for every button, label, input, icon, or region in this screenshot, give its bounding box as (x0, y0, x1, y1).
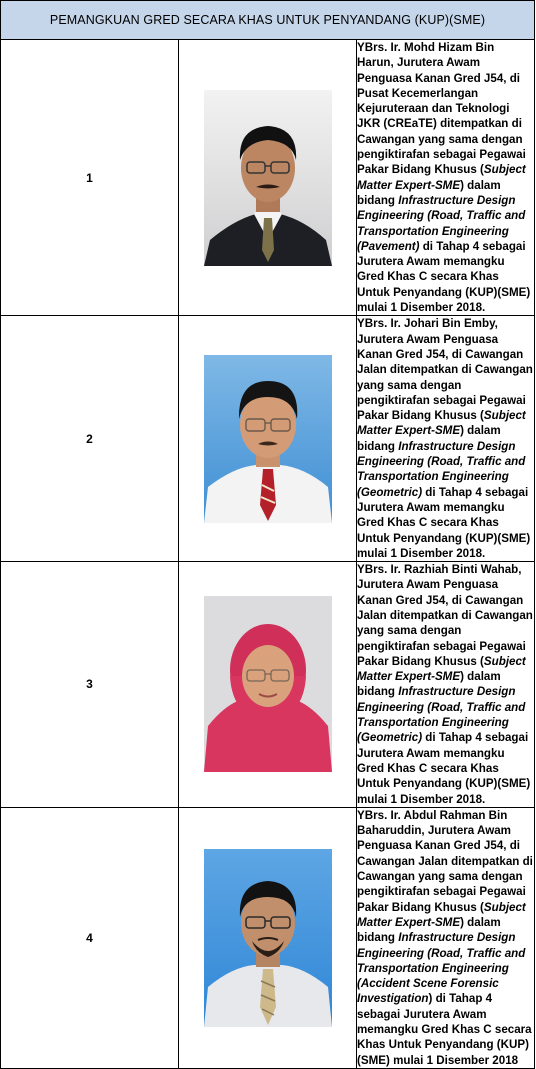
table-row (1, 316, 535, 562)
row-number: 2 (1, 316, 179, 562)
desc-text: YBrs. Ir. Johari Bin Emby, Jurutera Awam Penguasa Kanan Gred J54, di Cawangan Jalan ditempatkan di Cawangan yang sama dengan pengiktirafan sebagai Pegawai Pakar Bidang Khusus ( (357, 317, 533, 423)
portrait-woman-image (204, 596, 332, 772)
desc-text: YBrs. Ir. Abdul Rahman Bin Baharuddin, Jurutera Awam Penguasa Kanan Gred J54, di Cawangan Jalan ditempatkan di Cawangan yang sama dengan pengiktirafan sebagai Pegawai Pakar Bidang Khusus ( (357, 808, 533, 914)
desc-italic: Infrastructure Design Engineering (Road, Traffic and Transportation Engineering (Geometric) (357, 439, 526, 499)
officer-description (357, 562, 535, 808)
portrait-photo (179, 807, 357, 1068)
desc-text: ) di Tahap 4 sebagai Jurutera Awam memangku Gred Khas C secara Khas Untuk Penyandang (KUP)(SME) mulai 1 Disember 2018 (357, 992, 532, 1067)
desc-text: ) dalam bidang (357, 178, 501, 207)
desc-italic: Infrastructure Design Engineering (Road, Traffic and Transportation Engineering (Accident Scene Forensic Investigation (357, 931, 526, 1006)
header-row (1, 1, 535, 40)
row-number: 1 (1, 40, 179, 316)
portrait-man-2-image (204, 355, 332, 523)
desc-text: di Tahap 4 sebagai Jurutera Awam memangku Gred Khas C secara Khas Untuk Penyandang (KUP)(SME) mulai 1 Disember 2018. (357, 239, 531, 315)
desc-italic: Subject Matter Expert-SME (357, 409, 526, 438)
officer-description (357, 807, 535, 1068)
desc-italic: Infrastructure Design Engineering (Road, Traffic and Transportation Engineering (Geometric) (357, 685, 526, 745)
desc-text: di Tahap 4 sebagai Jurutera Awam memangku Gred Khas C secara Khas Untuk Penyandang (KUP)(SME) mulai 1 Disember 2018. (357, 731, 531, 806)
desc-italic: Subject Matter Expert-SME (357, 654, 526, 684)
row-number: 4 (1, 807, 179, 1068)
desc-italic: Subject Matter Expert-SME (357, 163, 526, 192)
table-row (1, 807, 535, 1068)
desc-text: di Tahap 4 sebagai Jurutera Awam memangku Gred Khas C secara Khas Untuk Penyandang (KUP)(SME) mulai 1 Disember 2018. (357, 485, 531, 560)
desc-italic: Infrastructure Design Engineering (Road, Traffic and Transportation Engineering (Pavement) (357, 193, 526, 253)
portrait-photo (179, 562, 357, 808)
officer-description (357, 316, 535, 562)
row-number: 3 (1, 562, 179, 808)
portrait-photo (179, 40, 357, 316)
portrait-man-3-image (204, 849, 332, 1027)
desc-text: ) dalam bidang (357, 424, 501, 453)
desc-text: YBrs. Ir. Razhiah Binti Wahab, Jurutera Awam Penguasa Kanan Gred J54, di Cawangan Jalan ditempatkan di Cawangan yang sama dengan pengiktirafan sebagai Pegawai Pakar Bidang Khusus ( (357, 563, 533, 668)
table-title: PEMANGKUAN GRED SECARA KHAS UNTUK PENYANDANG (KUP)(SME) (1, 1, 535, 40)
table-row (1, 40, 535, 316)
desc-text: ) dalam bidang (357, 915, 501, 945)
desc-text: ) dalam bidang (357, 670, 501, 699)
portrait-photo (179, 316, 357, 562)
desc-italic: Subject Matter Expert-SME (357, 900, 526, 929)
officer-description (357, 40, 535, 316)
portrait-man-1-image (204, 90, 332, 266)
table-row (1, 562, 535, 808)
desc-text: YBrs. Ir. Mohd Hizam Bin Harun, Jurutera Awam Penguasa Kanan Gred J54, di Pusat Kecemerlangan Kejuruteraan dan Teknologi JKR (CREaTE) ditempatkan di Cawangan yang sama dengan pengiktirafan sebagai Pegawai Pakar Bidang Khusus ( (357, 41, 526, 177)
